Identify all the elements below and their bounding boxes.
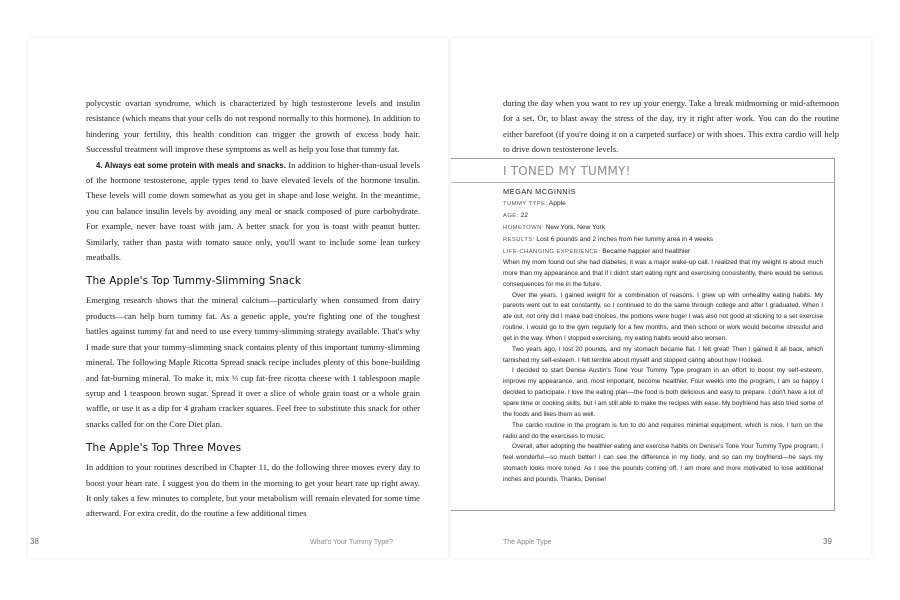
story-paragraph: Two years ago, I lost 20 pounds, and my stomach became flat. I felt great! Then I gained it all back, which tarnished my self-esteem. I felt terrible about myself and stopped caring about how I looked. — [503, 345, 823, 364]
profile-label: TUMMY TYPE: — [503, 201, 548, 207]
profile-name: MEGAN MCGINNIS — [503, 187, 577, 196]
right-page-body — [503, 96, 839, 158]
story-paragraph: The cardio routine in the program is fun to do and requires minimal equipment, which is nice. I turn on the radio and do the exercises to music. — [503, 421, 823, 440]
testimonial-sidebar — [451, 158, 835, 511]
profile-value: 22 — [520, 212, 528, 219]
profile-field — [503, 222, 823, 234]
page-number-right: 39 — [823, 537, 832, 546]
profile-value: New York, New York — [545, 224, 606, 231]
story-paragraph: I decided to start Denise Austin's Tone Your Tummy Type program in an effort to boost my self-esteem, improve my appearance, and, most important, become healthier. Four weeks into the program, I am so happy I decided to participate. I love the eating plan—the food is both delicious and easy to prepare. I don't have a lot of spare time or cooking skills, but I am still able to make the recipes with ease. My boyfriend has also tried some of the foods and likes them as well. — [503, 367, 823, 418]
story-paragraph: Overall, after adopting the healthier eating and exercise habits on Denise's Tone Your Tummy Type program, I feel wonderful—so much better! I can see the difference in my body, and so can my boyfriend—he says my stomach looks more toned. As I see the pounds coming off, I am more and more motivated to lose additional inches and pounds. Thanks, Denise! — [503, 443, 823, 483]
profile-label: HOMETOWN: — [503, 225, 544, 231]
sidebar-title: I TONED MY TUMMY! — [503, 164, 631, 178]
right-page — [451, 38, 871, 558]
paragraph-snack: Emerging research shows that the mineral calcium—particularly when consumed from dairy products—can help burn tummy fat. As a genetic apple, you're fighting one of the toughest battles against tummy fat and need to use every tummy-slimming strategy available. That's why I made sure that your tummy-slimming snack contains plenty of this important tummy-slimming mineral. The following Maple Ricotta Spread snack recipe includes plenty of this bone-building and fat-burning mineral. To make it, mix ⅓ cup fat-free ricotta cheese with 1 tablespoon maple syrup and 1 teaspoon brown sugar. Spread it over a slice of whole grain toast or a whole grain waffle, or use it as a dip for 4 graham cracker squares. Feel free to substitute this snack for other snacks called for on the Core Diet plan. — [86, 295, 420, 429]
profile-field — [503, 210, 823, 222]
paragraph-moves: In addition to your routines described in Chapter 11, do the following three moves every day to boost your heart rate. I suggest you do them in the morning to get your heart rate up right away. It only takes a few minutes to complete, but your metabolism will remain elevated for some time afterward. For extra credit, do the routine a few additional times — [86, 462, 420, 519]
profile-value: Became happier and healthier — [602, 248, 691, 255]
page-number-left: 38 — [30, 537, 39, 546]
running-head-left: What's Your Tummy Type? — [310, 539, 393, 546]
story-paragraph: Over the years, I gained weight for a combination of reasons. I grew up with unhealthy eating habits. My parents went out to eat constantly, so I continued to do the same through college and after I graduated. When I ate out, not only did I make bad choices, the portions were huge! I was also not good at sticking to a set exercise routine. I would go to the gym regularly for a few months, and then school or work would become stressful and get in the way. When I stopped exercising, my eating habits would also worsen. — [503, 291, 823, 342]
sidebar-top-rule — [451, 158, 834, 159]
profile-block — [503, 186, 823, 258]
tip-run-in: 4. Always eat some protein with meals and snacks. — [96, 160, 286, 170]
profile-value: Lost 6 pounds and 2 inches from her tummy area in 4 weeks — [536, 236, 714, 243]
tip-paragraph — [86, 158, 420, 266]
tip-text: In addition to higher-than-usual levels of the hormone testosterone, apple types tend to have elevated levels of the hormone insulin. These levels will come down somewhat as you get in shape and lose weight. In the meantime, you can balance insulin levels by avoiding any meal or snack composed of pure carbohydrate. For example, never have toast with jam. A better snack for you is toast with peanut butter. Similarly, rather than pasta with tomato sauce only, you'll want to include some lean turkey meatballs. — [86, 159, 421, 263]
profile-label: AGE: — [503, 213, 519, 219]
left-page — [28, 38, 448, 558]
running-head-right: The Apple Type — [503, 539, 552, 546]
section-heading-moves: The Apple's Top Three Moves — [86, 442, 242, 455]
profile-field — [503, 234, 823, 246]
left-page-body — [86, 96, 420, 522]
paragraph: polycystic ovarian syndrome, which is characterized by high testosterone levels and insulin resistance (which means that your cells do not respond normally to this hormone). In addition to hindering your fertility, this health condition can trigger the growth of excess body hair. Successful treatment will improve these symptoms as well as help you lose that tummy fat. — [86, 98, 420, 155]
profile-field — [503, 246, 823, 258]
sidebar-title-rule — [451, 182, 834, 183]
section-heading-snack: The Apple's Top Tummy-Slimming Snack — [86, 275, 301, 288]
story-paragraph: When my mom found out she had diabetes, it was a major wake-up call. I realized that my weight is about much more than my appearance and that if I didn't start eating right and exercising consistently, there would be serious consequences for me in the future. — [503, 259, 823, 288]
testimonial-story — [503, 258, 823, 486]
profile-field — [503, 198, 823, 210]
profile-value: Apple — [548, 200, 566, 207]
profile-label: LIFE-CHANGING EXPERIENCE: — [503, 249, 601, 255]
profile-label: RESULTS: — [503, 237, 535, 243]
paragraph-continued: during the day when you want to rev up your energy. Take a break midmorning or mid-afternoon for a set. Or, to blast away the stress of the day, try it right after work. You can do the routine either barefoot (if you're doing it on a carpeted surface) or with shoes. This extra cardio will help to drive down testosterone levels. — [503, 98, 839, 155]
